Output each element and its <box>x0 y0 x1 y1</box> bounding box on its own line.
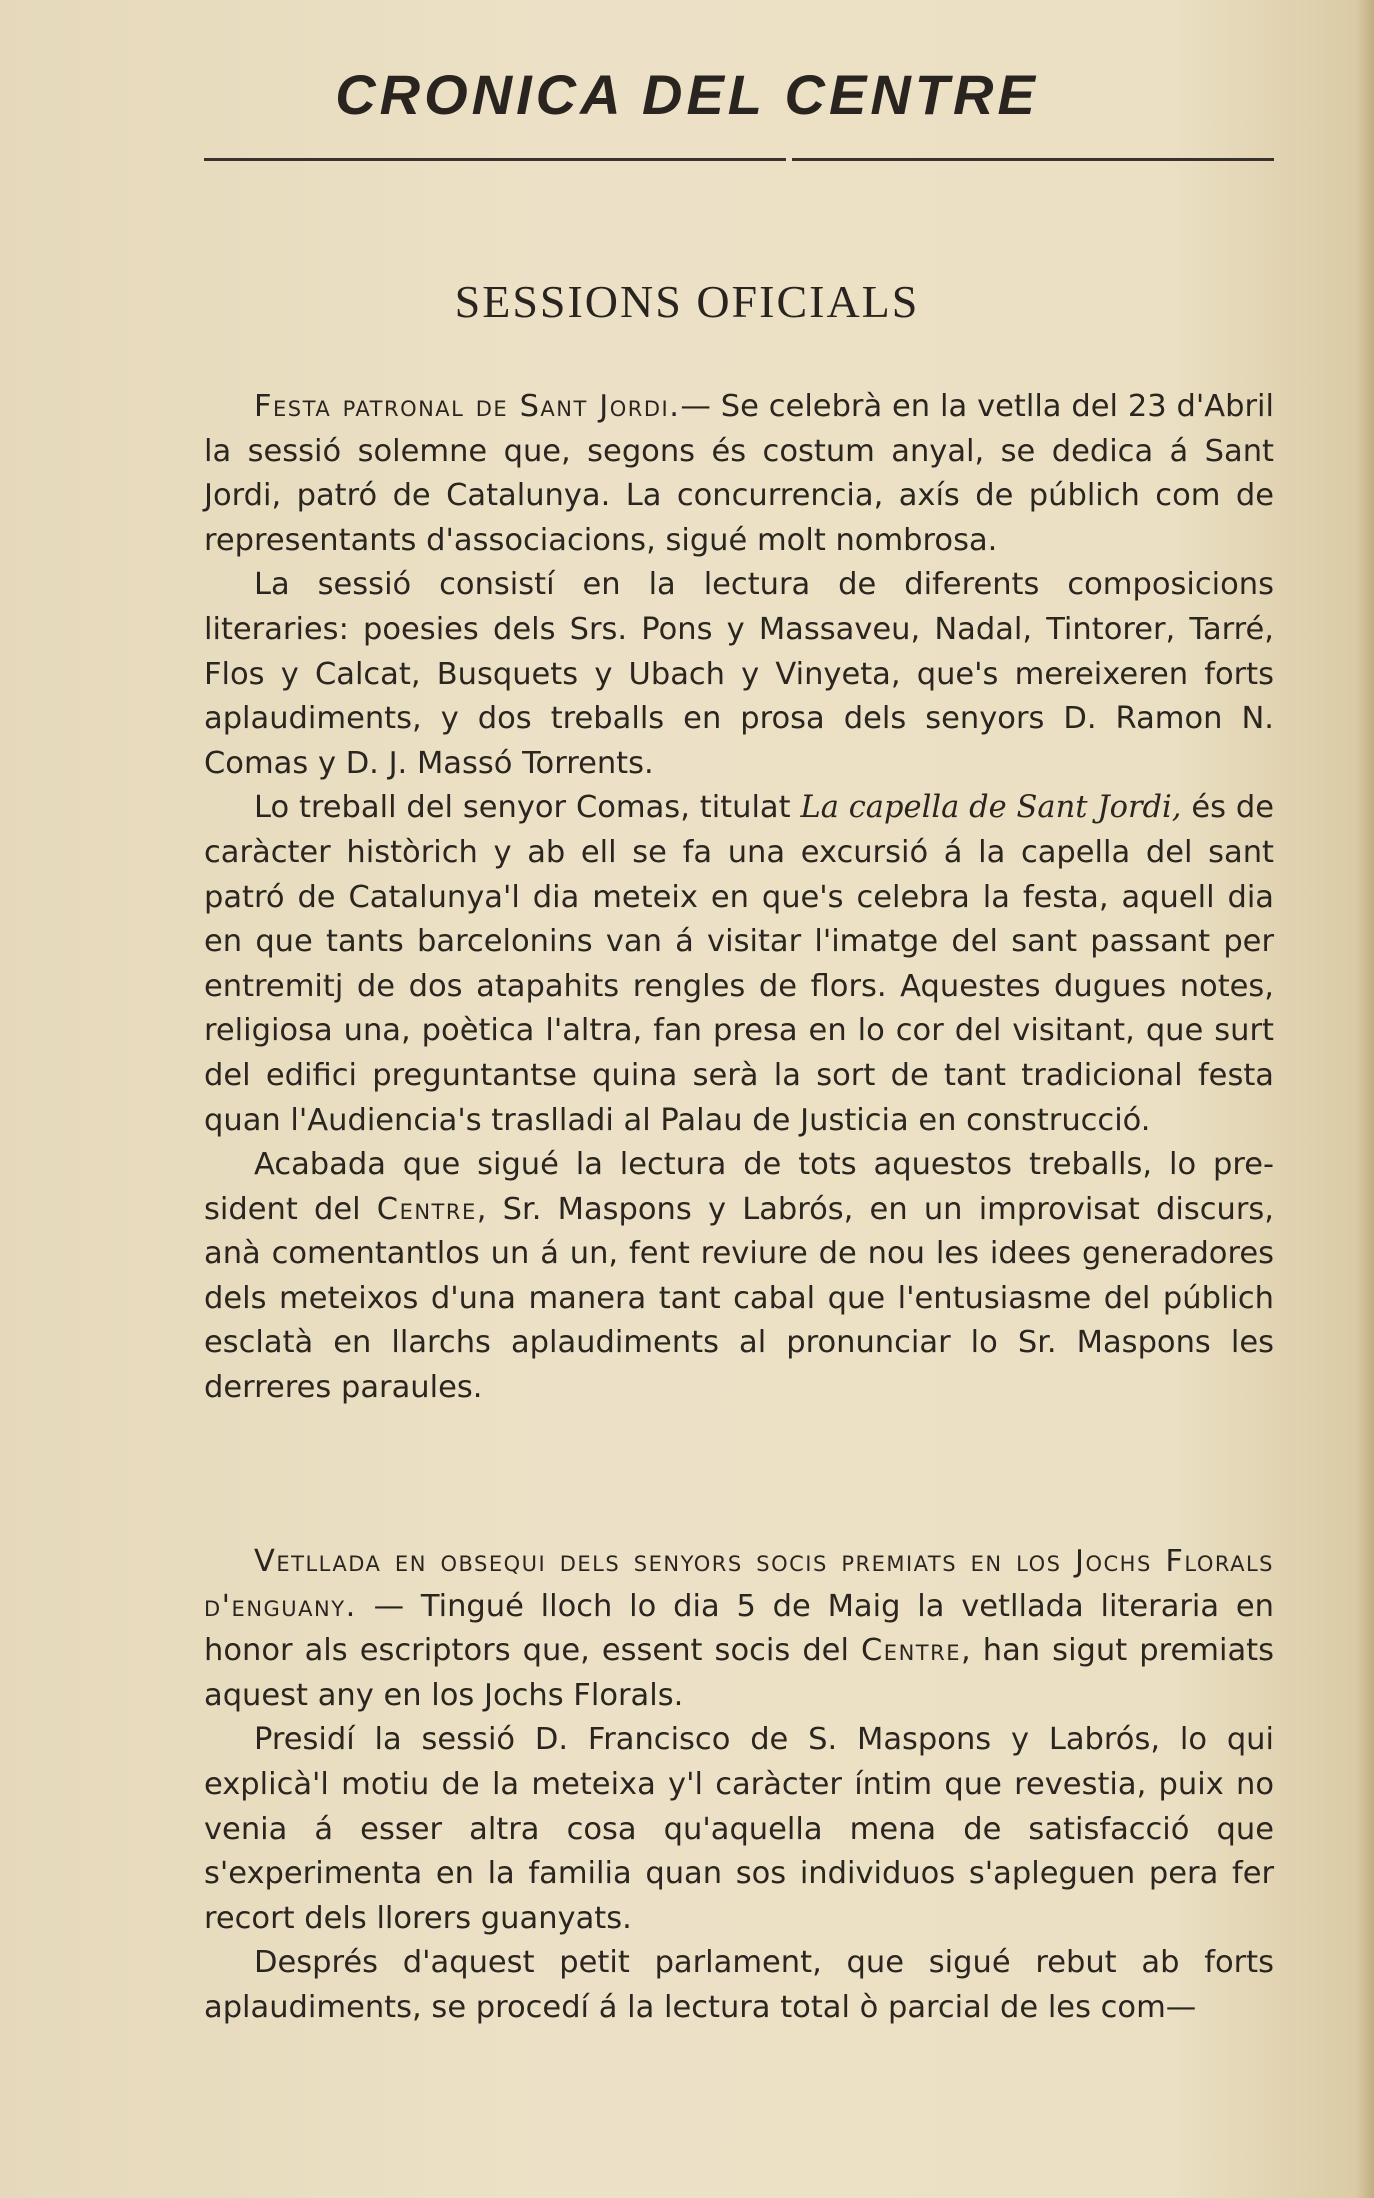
header-rule-left <box>204 158 786 161</box>
page-edge-shadow <box>1356 0 1374 2198</box>
paragraph-text: , Sr. Maspons y Labrós, en un improvisat discurs, anà comentantlos un á un, fent reviure de nou les idees generadores dels meteixos d'una manera tant cabal que l'entusiasme del públich esclatà en llarchs aplaudiments al pronunciar lo Sr. Maspons les derreres paraules. <box>204 1191 1274 1406</box>
header-rule-right <box>792 158 1274 161</box>
article-heading: Vetllada en obsequi dels senyors socis premiats en los Jochs Florals d'enguany. <box>204 1544 1274 1624</box>
article-heading: Festa patronal de Sant Jordi. <box>254 389 681 424</box>
paragraph-text: Lo treball del senyor Comas, titulat <box>254 790 801 826</box>
paragraph: Presidí la sessió D. Francisco de S. Maspons y Labrós, lo qui explicà'l motiu de la meteixa y'l caràcter íntim que revestia, puix no venia á esser altra cosa qu'aquella mena de satisfacció que s'experimenta en la familia quan sos individuos s'apleguen pera fer recort dels llorers guanyats. <box>204 1722 1274 1936</box>
centre-name: Centre <box>861 1633 961 1669</box>
work-title: La capella de Sant Jordi, <box>800 790 1182 826</box>
paragraph <box>204 1143 1274 1411</box>
paragraph: La sessió consistí en la lectura de diferents composicions literaries: poesies dels Srs. Pons y Massaveu, Nadal, Tintorer, Tarré, Flos y Calcat, Busquets y Ubach y Vinyeta, que's mereixeren forts aplaudiments, y dos treballs en prosa dels senyors D. Ramon N. Comas y D. J. Massó Torrents. <box>204 567 1274 781</box>
paragraph-text: — Tingué lloch lo dia 5 de Maig la vetllada literaria en honor als escriptors que, essent socis del <box>204 1588 1274 1669</box>
running-title: CRONICA DEL CENTRE <box>335 63 1039 126</box>
paragraph <box>204 786 1274 1143</box>
article-sant-jordi <box>204 385 1274 1411</box>
section-title: SESSIONS OFICIALS <box>454 276 920 327</box>
paragraph: Després d'aquest petit parlament, que sigué rebut ab forts aplaudiments, se procedí á la lectura total ò parcial de les com— <box>204 1945 1274 2025</box>
paragraph <box>204 1540 1274 1718</box>
centre-name: Centre <box>376 1191 477 1227</box>
paragraph-text: Acabada que sigué la lectura de tots aquestos treballs, lo president del <box>204 1147 1274 1227</box>
article-vetllada <box>204 1540 1274 2031</box>
paragraph <box>204 385 1274 563</box>
paragraph-text: és de caràcter històrich y ab ell se fa una excursió á la capella del sant patró de Catalunya'l dia meteix en que's celebra la festa, aquell dia en que tants barcelonins van á visitar l'imatge del sant passant per entremitj de dos atapahits rengles de flors. Aquestes dugues notes, religiosa una, poètica l'altra, fan presa en lo cor del visitant, que surt del edifici preguntantse quina serà la sort de tant tradicional festa quan l'Audiencia's traslladi al Palau de Justicia en construcció. <box>204 790 1274 1138</box>
paragraph-text: — Se celebrà en la vetlla del 23 d'Abril la sessió solemne que, segons és costum anyal, se dedica á Sant Jordi, patró de Catalunya. La concurrencia, axís de públich com de representants d'associacions, sigué molt nombrosa. <box>204 389 1275 558</box>
paragraph-text: , han sigut premiats aquest any en los Jochs Florals. <box>204 1633 1274 1713</box>
